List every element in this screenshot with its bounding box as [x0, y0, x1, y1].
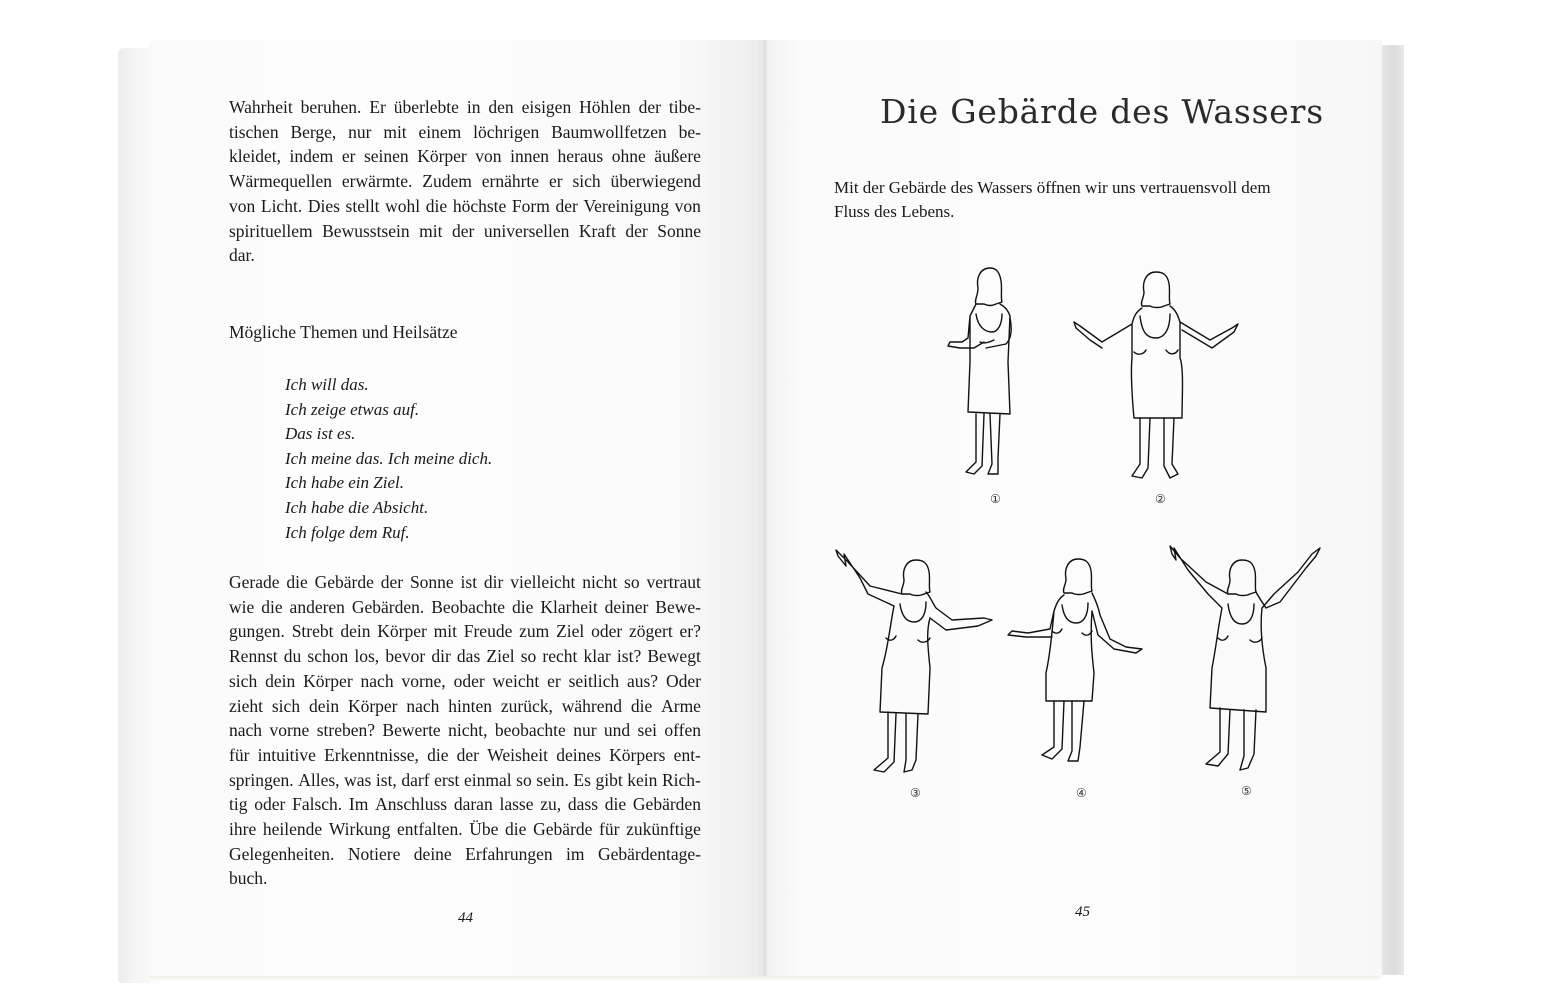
figure-3-number: ③ — [910, 786, 921, 800]
word: Ziel — [556, 621, 585, 642]
word: Gebärden. — [351, 596, 425, 617]
affirmation-line: Ich folge dem Ruf. — [285, 522, 410, 542]
word: erwärmte. — [341, 171, 413, 192]
intro-paragraph — [834, 176, 1271, 224]
word: überlebte — [393, 97, 459, 117]
word: seitlich — [568, 670, 620, 691]
word: Gelegenheiten. — [229, 843, 335, 864]
word: Gerade — [229, 572, 280, 592]
text-line — [229, 768, 701, 793]
word: oder — [453, 670, 485, 691]
left-paragraph-2 — [229, 570, 701, 891]
word: mit — [419, 220, 443, 241]
word: beruhen. — [300, 97, 362, 117]
word: tibe- — [668, 97, 701, 117]
page-number-right: 45 — [1075, 904, 1090, 920]
word: Beobachte — [431, 596, 506, 617]
text-line — [229, 817, 701, 842]
word: die — [261, 596, 283, 617]
word: Körper — [417, 146, 467, 167]
word: Bewe- — [655, 596, 701, 617]
word: in — [466, 97, 481, 117]
word: dein — [340, 621, 371, 642]
word: Alles, — [298, 769, 340, 790]
word: so — [624, 572, 640, 592]
figure-5-illustration — [1166, 542, 1326, 782]
word: dein — [265, 670, 296, 691]
figure-1-illustration — [940, 262, 1030, 482]
book-bottom-edge — [150, 976, 1380, 982]
word: zögert — [628, 621, 673, 642]
word: den — [488, 97, 514, 117]
text-line — [229, 644, 701, 669]
word: was — [344, 769, 372, 790]
word: zum — [519, 621, 550, 642]
word: so — [516, 769, 532, 790]
text-line — [229, 669, 701, 694]
word: der — [555, 195, 578, 216]
word: nicht — [582, 572, 618, 592]
word: springen. — [229, 769, 294, 790]
word: Wahrheit — [229, 97, 293, 117]
word: intuitive — [257, 744, 316, 765]
word: sich — [572, 171, 601, 192]
word: und — [603, 720, 631, 741]
word: Wärmequellen — [229, 171, 333, 192]
word: der — [638, 97, 661, 117]
word: aus? — [626, 670, 659, 691]
word: zukünftige — [626, 819, 701, 840]
word: daran — [453, 794, 493, 815]
affirmation-line: Das ist es. — [285, 424, 356, 444]
figure-4-number: ④ — [1076, 786, 1087, 800]
word: kein — [627, 769, 658, 790]
word: Kraft — [578, 220, 616, 241]
word: nach — [229, 720, 263, 741]
text-line — [229, 694, 701, 719]
word: äußere — [654, 146, 701, 167]
word: so — [520, 646, 537, 667]
word: los, — [354, 646, 380, 667]
word: Erkenntnisse, — [324, 744, 419, 765]
word: weicht — [492, 670, 540, 691]
word: für — [229, 744, 250, 765]
word: Licht. — [260, 195, 303, 216]
word: vorne — [269, 720, 310, 741]
figure-2-illustration — [1072, 268, 1242, 488]
text-line — [229, 718, 701, 743]
page-number-left: 44 — [458, 910, 473, 926]
left-paragraph-1 — [229, 95, 701, 268]
word: dass — [567, 794, 599, 815]
text-line — [229, 169, 701, 194]
word: vielleicht — [510, 572, 576, 592]
word: die — [512, 596, 534, 617]
affirmation-line: Ich habe ein Ziel. — [285, 473, 404, 493]
word: Berge, — [290, 121, 337, 142]
word: oder — [254, 794, 286, 815]
word: ist, — [375, 769, 397, 790]
word: heilende — [262, 819, 323, 840]
word: offen — [664, 720, 701, 741]
word: einmal — [463, 769, 512, 790]
word: einem — [418, 121, 462, 142]
text-line — [229, 95, 701, 120]
word: recht — [542, 646, 578, 667]
word: zieht — [229, 695, 264, 716]
word: nicht, — [448, 720, 488, 741]
word: darf — [401, 769, 430, 790]
word: nur — [573, 720, 597, 741]
text-line — [229, 144, 701, 169]
word: klar — [583, 646, 611, 667]
word: überwiegend — [610, 171, 701, 192]
word: Dies — [307, 195, 340, 216]
word: nur — [348, 121, 372, 142]
word: gibt — [595, 769, 623, 790]
affirmation-line: Ich meine das. Ich meine dich. — [285, 448, 493, 468]
word: entfalten. — [396, 819, 463, 840]
word: Falsch. — [292, 794, 343, 815]
word: be- — [678, 121, 701, 142]
word: Bewerte — [382, 720, 441, 741]
word: schon — [307, 646, 349, 667]
word: Körper — [377, 621, 427, 642]
word: beobachte — [494, 720, 566, 741]
text-line — [229, 743, 701, 768]
chapter-title: Die Gebärde des Wassers — [880, 92, 1324, 131]
word: zurück, — [500, 695, 553, 716]
word: Bewegt — [647, 646, 701, 667]
word: er — [547, 670, 561, 691]
word: Vereinigung — [583, 195, 669, 216]
word: vertraut — [646, 572, 701, 592]
word: heraus — [557, 146, 604, 167]
figure-2-number: ② — [1155, 492, 1166, 506]
word: im — [566, 843, 585, 864]
affirmation-line: Ich zeige etwas auf. — [285, 399, 420, 419]
word: Baumwollfetzen — [551, 121, 667, 142]
word: Zudem — [422, 171, 472, 192]
word: universellen — [483, 220, 570, 241]
word: Erfahrungen — [465, 843, 553, 864]
affirmations-list — [285, 373, 492, 545]
word: spirituellem — [229, 220, 313, 241]
word: mit — [383, 121, 407, 142]
word: du — [283, 646, 302, 667]
word: dein — [308, 695, 340, 716]
text-line — [229, 194, 701, 219]
word: ohne — [611, 146, 646, 167]
word: ent- — [673, 744, 701, 765]
word: eisigen — [521, 97, 572, 117]
text-line — [229, 120, 701, 145]
word: Anschluss — [375, 794, 448, 815]
word: die — [425, 195, 448, 216]
affirmation-line: Ich habe die Absicht. — [285, 497, 429, 517]
word: die — [286, 572, 308, 592]
word: wie — [229, 596, 255, 617]
word: innen — [510, 146, 549, 167]
word: Strebt — [291, 621, 334, 642]
word: Höhlen — [579, 97, 631, 117]
word: das — [456, 646, 481, 667]
word: er — [548, 171, 563, 192]
word: er — [341, 146, 356, 167]
figure-3-illustration — [832, 548, 1002, 778]
word: Körpers — [609, 744, 666, 765]
figure-5-number: ⑤ — [1241, 784, 1252, 798]
intro-line: Fluss des Lebens. — [834, 202, 955, 221]
word: Gebärdentage- — [597, 843, 701, 864]
word: tig — [229, 794, 248, 815]
word: der — [625, 220, 648, 241]
word: von — [674, 195, 701, 216]
book-gutter — [764, 40, 770, 978]
word: Weisheit — [487, 744, 549, 765]
word: nach — [406, 695, 440, 716]
word: Bewusstsein — [322, 220, 410, 241]
word: die — [505, 819, 527, 840]
word: Körper — [303, 670, 353, 691]
word: ist — [460, 572, 478, 592]
word: zu, — [540, 794, 562, 815]
text-line — [229, 595, 701, 620]
word: Körper — [347, 695, 398, 716]
text-line — [229, 570, 701, 595]
word: deine — [413, 843, 452, 864]
word: vorne, — [401, 670, 446, 691]
word: sein. — [536, 769, 569, 790]
word: Wirkung — [328, 819, 391, 840]
word: indem — [289, 146, 334, 167]
word: oder — [591, 621, 623, 642]
word: während — [561, 695, 622, 716]
word: die — [630, 695, 653, 716]
text-line — [229, 842, 701, 867]
word: Gebärden — [632, 794, 701, 815]
word: löchrigen — [473, 121, 540, 142]
word: von — [475, 146, 502, 167]
word: Rich- — [661, 769, 701, 790]
word: tischen — [229, 121, 279, 142]
word: Form — [511, 195, 550, 216]
word: Es — [573, 769, 591, 790]
word: bevor — [385, 646, 426, 667]
word: wohl — [385, 195, 421, 216]
word: sich — [271, 695, 301, 716]
word: für — [599, 819, 620, 840]
word: ihre — [229, 819, 257, 840]
word: streben? — [316, 720, 375, 741]
subheading: Mögliche Themen und Heilsätze — [229, 322, 458, 342]
affirmation-line: Ich will das. — [285, 375, 369, 394]
word: Gebärde — [314, 572, 374, 592]
word: anderen — [289, 596, 345, 617]
word: Notiere — [347, 843, 401, 864]
word: Übe — [469, 819, 499, 840]
word: höchste — [452, 195, 507, 216]
word: dir — [431, 646, 451, 667]
text-line: buch. — [229, 868, 268, 889]
word: die — [604, 794, 627, 815]
text-line: dar. — [229, 245, 255, 266]
word: der — [380, 572, 404, 592]
word: deines — [556, 744, 601, 765]
word: erst — [434, 769, 460, 790]
word: seinen — [363, 146, 409, 167]
figure-4-illustration — [1006, 555, 1156, 775]
word: der — [456, 744, 480, 765]
intro-line: Mit der Gebärde des Wassers öffnen wir uns vertrauensvoll dem — [834, 178, 1271, 197]
word: Gebärde — [533, 819, 593, 840]
word: kleidet, — [229, 146, 281, 167]
word: hinten — [448, 695, 493, 716]
text-line — [229, 219, 701, 244]
word: ernährte — [481, 171, 540, 192]
word: Oder — [665, 670, 701, 691]
word: Im — [348, 794, 369, 815]
word: stellt — [345, 195, 380, 216]
word: von — [229, 195, 256, 216]
word: Er — [369, 97, 386, 117]
word: nach — [360, 670, 394, 691]
word: Rennst — [229, 646, 278, 667]
word: er? — [679, 621, 701, 642]
word: sich — [229, 670, 258, 691]
word: sei — [637, 720, 657, 741]
right-page-stack-edge — [1380, 45, 1404, 975]
word: dir — [483, 572, 504, 592]
word: die — [427, 744, 449, 765]
word: Sonne — [657, 220, 701, 241]
word: Klarheit — [540, 596, 598, 617]
word: lasse — [499, 794, 534, 815]
word: gungen. — [229, 621, 285, 642]
word: der — [452, 220, 475, 241]
word: Ziel — [486, 646, 515, 667]
word: deiner — [604, 596, 649, 617]
figure-1-number: ① — [990, 492, 1001, 506]
text-line — [229, 619, 701, 644]
word: Sonne — [409, 572, 454, 592]
text-line — [229, 792, 701, 817]
word: mit — [433, 621, 457, 642]
word: Arme — [661, 695, 701, 716]
word: ist? — [616, 646, 642, 667]
word: Freude — [463, 621, 513, 642]
